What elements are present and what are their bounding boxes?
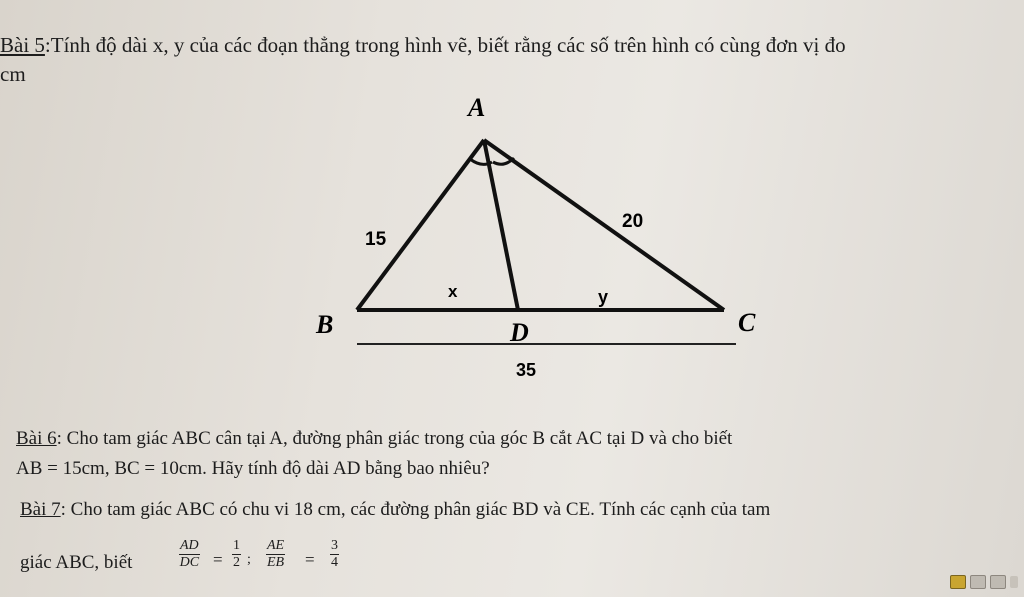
bai5-label: Bài 5 [0, 33, 45, 57]
bai7-label: Bài 7 [20, 499, 61, 520]
side-ab-label: 15 [365, 229, 387, 250]
bai6-text-1: : Cho tam giác ABC cân tại A, đường phân giác trong của góc B cắt AC tại D và cho biết [56, 428, 733, 449]
bai5-line-2: cm [0, 62, 26, 86]
fraction-ad-dc [179, 538, 200, 571]
bai6-line-1 [16, 428, 732, 450]
equals-sign-1: = [213, 550, 223, 569]
fraction-eb-denominator: EB [267, 555, 285, 570]
vertex-a-label: A [468, 93, 486, 122]
fraction-dc-denominator: DC [179, 555, 200, 570]
bai5-text-1: :Tính độ dài x, y của các đoạn thẳng trong hình vẽ, biết rằng các số trên hình có cùng đơn vị đo [44, 33, 846, 57]
fraction-ae-numerator: AE [267, 538, 285, 553]
side-ac-line [484, 140, 724, 310]
segment-y-label: y [598, 287, 609, 307]
bai7-text-1: : Cho tam giác ABC có chu vi 18 cm, các đường phân giác BD và CE. Tính các cạnh của tam [60, 499, 771, 520]
bai6-label: Bài 6 [16, 428, 57, 449]
print-icon[interactable] [990, 575, 1006, 589]
fraction-1-numerator: 1 [233, 538, 240, 553]
vertex-d-label: D [510, 318, 529, 347]
fraction-1-2 [232, 538, 241, 571]
segment-x-label: x [448, 282, 458, 301]
fraction-4-denominator: 4 [331, 555, 338, 570]
vertex-b-label: B [316, 310, 334, 339]
fraction-3-4 [330, 538, 339, 571]
fraction-ad-numerator: AD [180, 538, 199, 553]
status-bar-icons [950, 575, 1018, 589]
bai7-line-2-prefix: giác ABC, biết [20, 552, 133, 573]
bai6-line-2: AB = 15cm, BC = 10cm. Hãy tính độ dài AD bằng bao nhiêu? [16, 458, 490, 479]
separator-semicolon: ; [247, 552, 251, 567]
layout-icon[interactable] [950, 575, 966, 589]
fraction-ae-eb [266, 538, 285, 571]
bai7-line-1 [20, 499, 770, 521]
view-icon[interactable] [970, 575, 986, 589]
equals-sign-2: = [305, 550, 315, 569]
side-ab-line [357, 140, 484, 310]
angle-arc-right [493, 158, 514, 164]
side-bc-label: 35 [516, 360, 537, 380]
zoom-icon[interactable] [1010, 576, 1018, 588]
fraction-3-numerator: 3 [331, 538, 338, 553]
fraction-2-denominator: 2 [233, 555, 240, 570]
side-ac-label: 20 [622, 211, 644, 232]
vertex-c-label: C [738, 308, 756, 337]
